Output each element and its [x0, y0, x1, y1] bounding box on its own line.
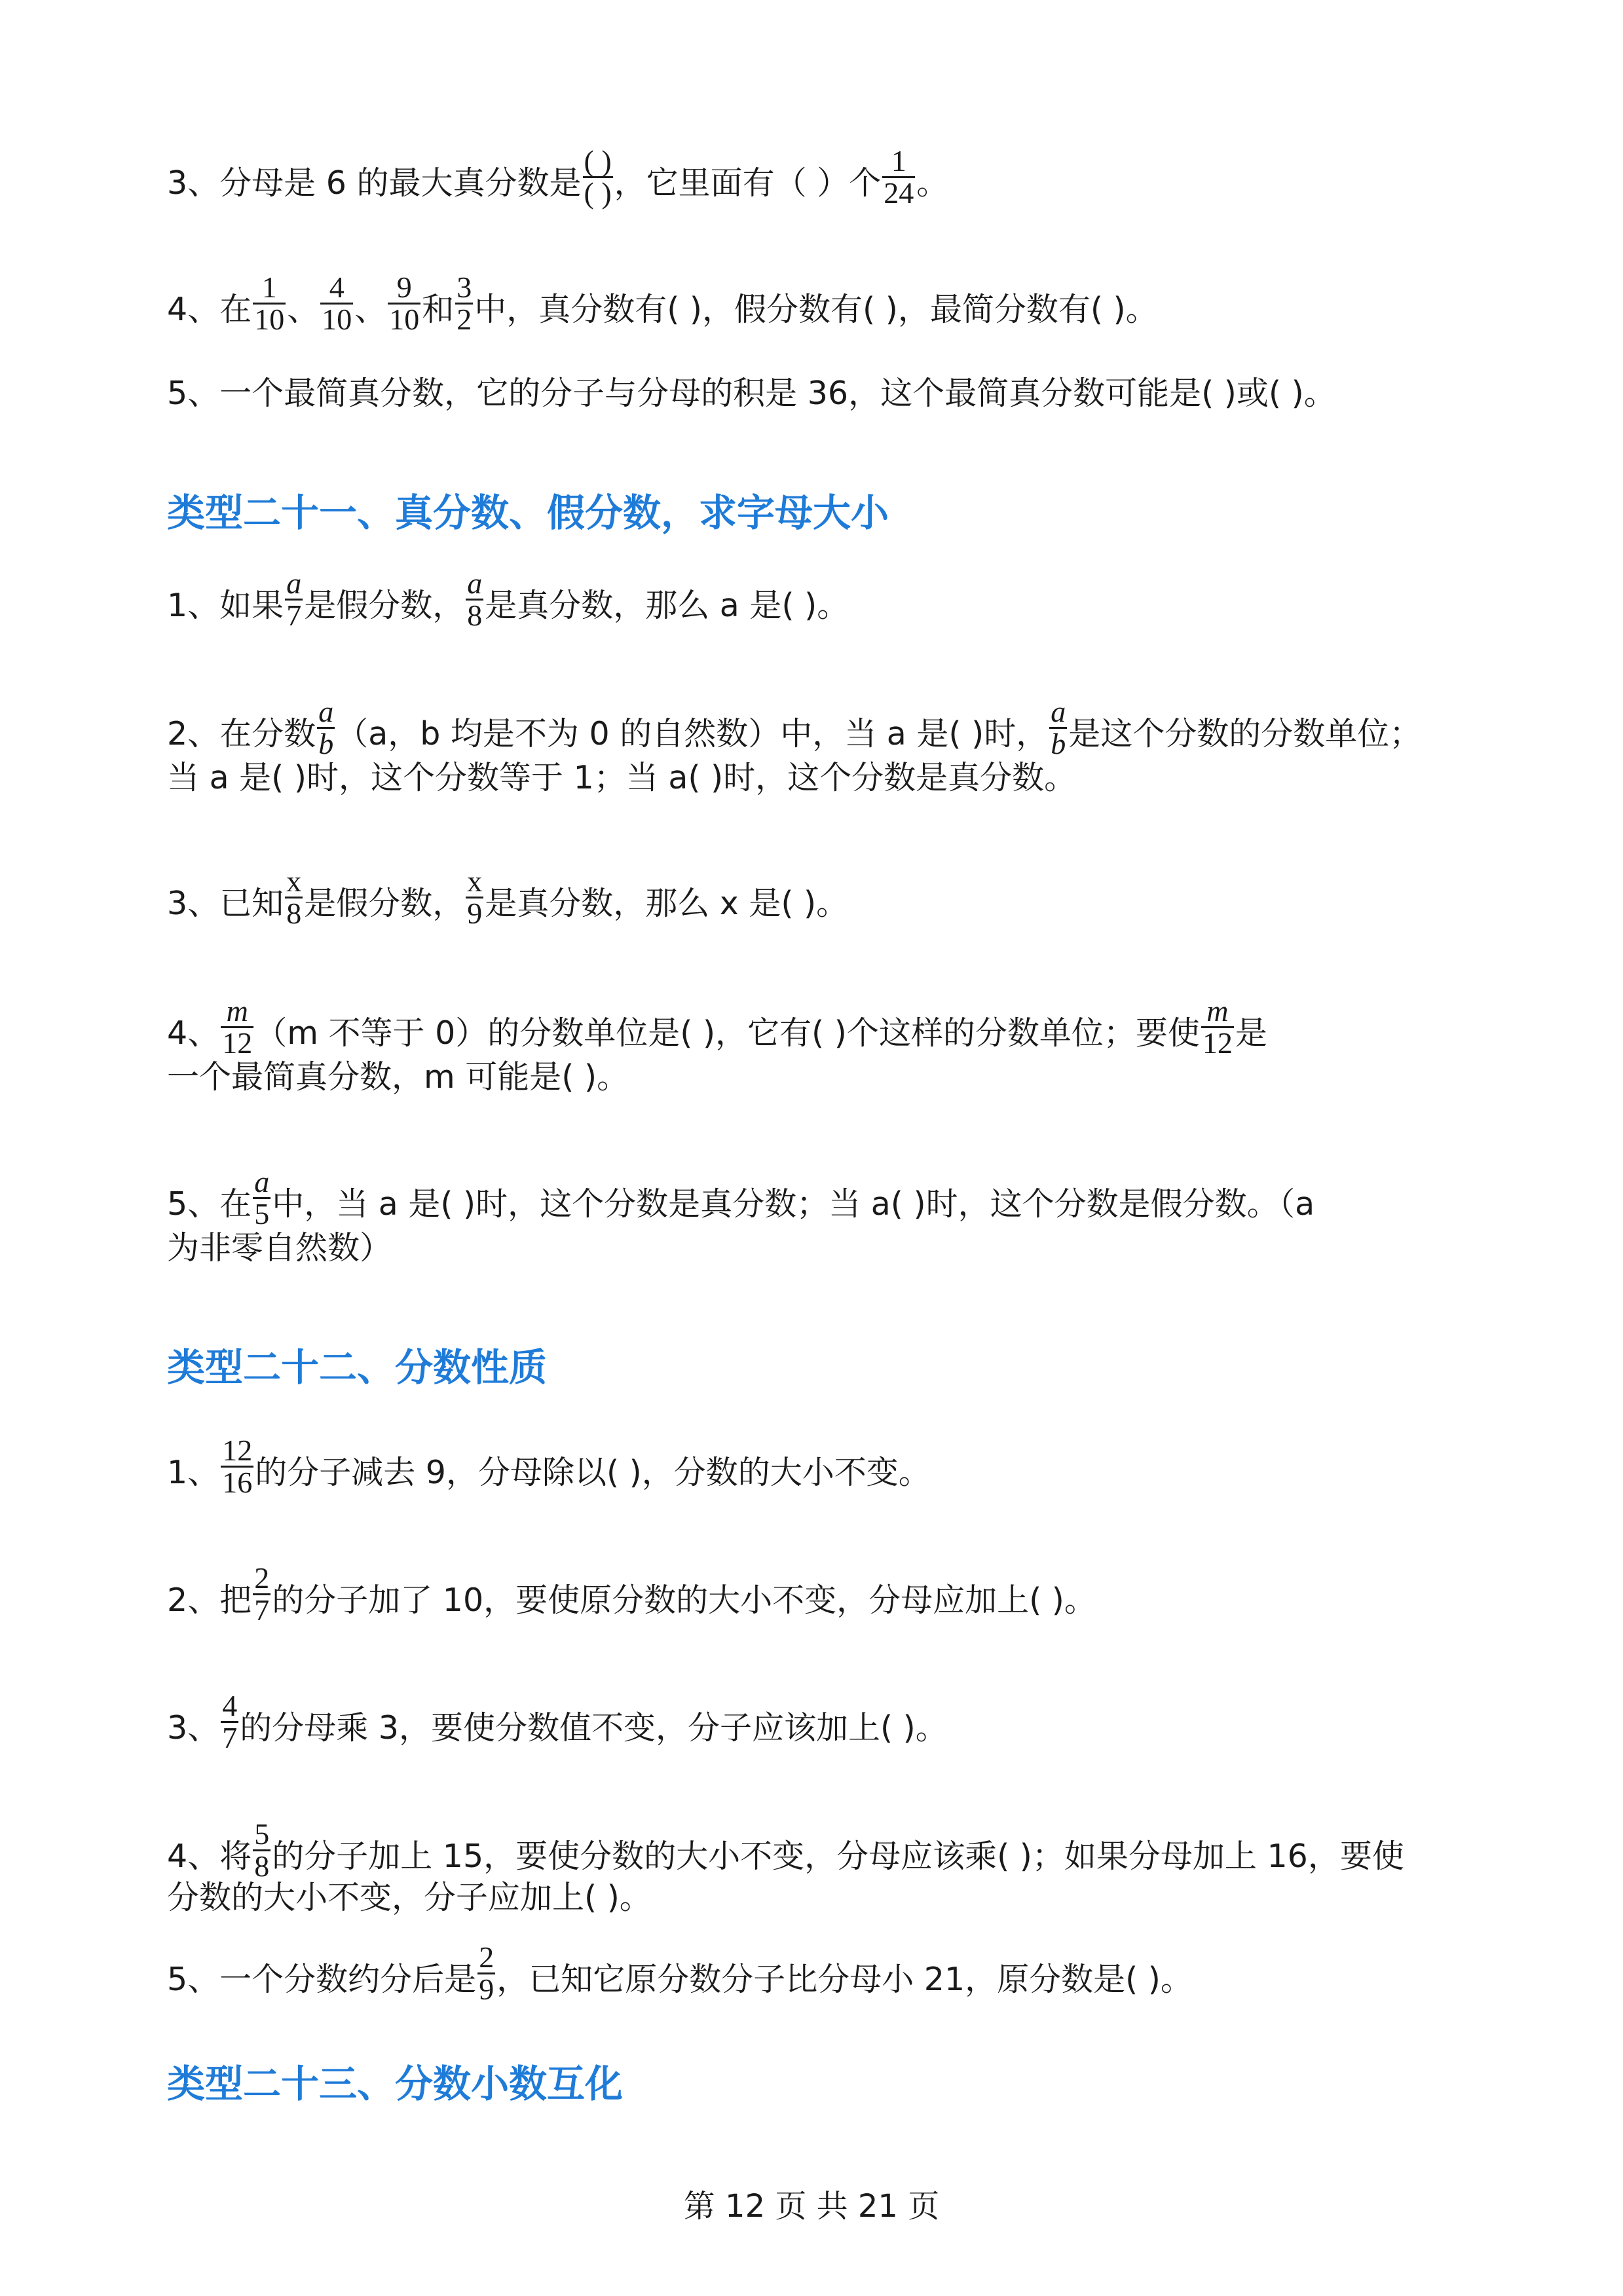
fraction-1-10: $\frac{1}{10}$ [254, 270, 285, 336]
fraction-a-8: $\frac{a}{8}$ [467, 566, 483, 632]
fraction-3-2: $\frac{3}{2}$ [457, 270, 472, 336]
fraction-4-10: $\frac{4}{10}$ [322, 270, 352, 336]
s21-question-2: 2、在分数 $\frac{a}{b}$ （a，b 均是不为 0 的自然数）中，当 a 是( )时， $\frac{a}{b}$ 是这个分数的分数单位； [167, 695, 1422, 760]
fraction-4-7: $\frac{4}{7}$ [222, 1689, 238, 1754]
s22-question-4: 4、将 $\frac{5}{8}$ 的分子加上 15，要使分数的大小不变，分母应该乘( )；如果分母加上 16，要使 [167, 1817, 1404, 1883]
s22-question-5: 5、一个分数约分后是 $\frac{2}{9}$ ，已知它原分数分子比分母小 21，原分数是( )。 [167, 1940, 1193, 2006]
section-heading-23: 类型二十三、分数小数互化 [167, 2062, 624, 2106]
fraction-9-10: $\frac{9}{10}$ [389, 270, 420, 336]
fraction-12-16: $\frac{12}{16}$ [222, 1434, 253, 1499]
fraction-m-12: $\frac{m}{12}$ [222, 994, 253, 1060]
fraction-a-5: $\frac{a}{5}$ [254, 1165, 270, 1231]
s22-question-3: 3、 $\frac{4}{7}$ 的分母乘 3，要使分数值不变，分子应该加上( )。 [167, 1689, 948, 1754]
fraction-x-9: $\frac{x}{9}$ [467, 864, 483, 930]
s21-question-4: 4、 $\frac{m}{12}$ （m 不等于 0）的分数单位是( )，它有( )个这样的分数单位；要使 $\frac{m}{12}$ 是 [167, 994, 1267, 1060]
question-3-max-proper-fraction: 3、分母是 6 的最大真分数是 $\frac{( )}{( )}$ ，它里面有（ ）个 $\frac{1}{24}$ 。 [167, 144, 949, 210]
question-5-simplest-proper-fraction: 5、一个最简真分数，它的分子与分母的积是 36，这个最简真分数可能是( )或( )。 [167, 375, 1336, 412]
fraction-1-24: $\frac{1}{24}$ [884, 144, 914, 210]
fraction-a-b-unit: $\frac{a}{b}$ [1051, 695, 1066, 760]
s21-question-5: 5、在 $\frac{a}{5}$ 中，当 a 是( )时，这个分数是真分数；当 a( )时，这个分数是假分数。（a [167, 1165, 1315, 1231]
s21-question-4-line2: 一个最简真分数，m 可能是( )。 [167, 1058, 629, 1096]
s21-question-2-line2: 当 a 是( )时，这个分数等于 1；当 a( )时，这个分数是真分数。 [167, 759, 1077, 796]
section-heading-21: 类型二十一、真分数、假分数，求字母大小 [167, 491, 889, 535]
fraction-2-7: $\frac{2}{7}$ [254, 1561, 270, 1627]
fraction-blank: $\frac{( )}{( )}$ [584, 144, 612, 210]
s22-question-2: 2、把 $\frac{2}{7}$ 的分子加了 10，要使原分数的大小不变，分母应加上( )。 [167, 1561, 1096, 1627]
s22-question-1: 1、 $\frac{12}{16}$ 的分子减去 9，分母除以( )，分数的大小不变。 [167, 1434, 931, 1499]
s21-question-1: 1、如果 $\frac{a}{7}$ 是假分数， $\frac{a}{8}$ 是真分数，那么 a 是( )。 [167, 566, 849, 632]
fraction-a-7: $\frac{a}{7}$ [286, 566, 302, 632]
fraction-2-9: $\frac{2}{9}$ [479, 1940, 494, 2006]
s21-question-5-line2: 为非零自然数） [167, 1229, 392, 1267]
s22-question-4-line2: 分数的大小不变，分子应加上( )。 [167, 1879, 652, 1916]
question-4-classify-fractions: 4、在 $\frac{1}{10}$ 、 $\frac{4}{10}$ 、 $\frac{9}{10}$ 和 $\frac{3}{2}$ 中，真分数有( )，假分数有( )，最简分数有( )。 [167, 270, 1158, 336]
fraction-5-8: $\frac{5}{8}$ [254, 1817, 270, 1883]
fraction-m-12-simplest: $\frac{m}{12}$ [1202, 994, 1233, 1060]
fraction-a-b: $\frac{a}{b}$ [318, 695, 334, 760]
section-heading-22: 类型二十二、分数性质 [167, 1345, 548, 1390]
s21-question-3: 3、已知 $\frac{x}{8}$ 是假分数， $\frac{x}{9}$ 是真分数，那么 x 是( )。 [167, 864, 849, 930]
fraction-x-8: $\frac{x}{8}$ [286, 864, 302, 930]
page-footer: 第 12 页 共 21 页 [683, 2188, 940, 2225]
